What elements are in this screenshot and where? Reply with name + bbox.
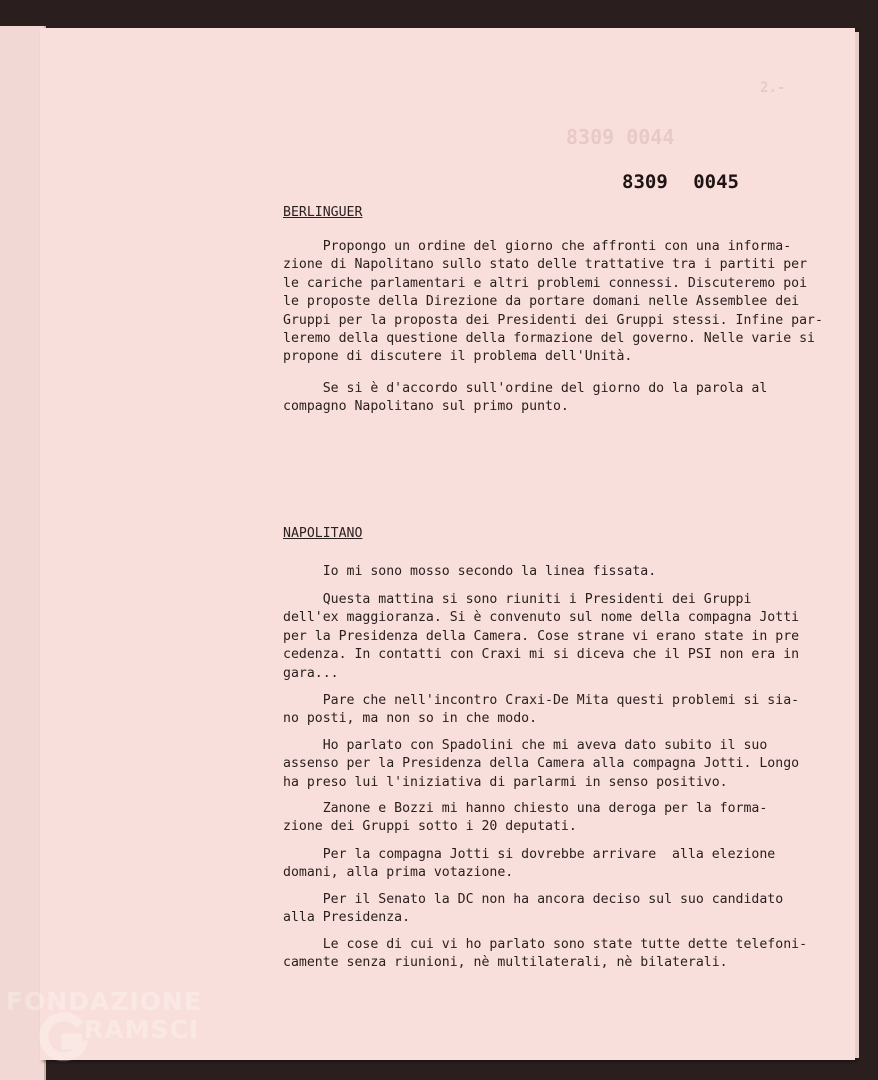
watermark-line-2: RAMSCI [84, 1015, 200, 1044]
watermark-line-1: FONDAZIONE [6, 987, 203, 1016]
document-number-part-b: 0045 [693, 171, 739, 193]
paragraph: Per la compagna Jotti si dovrebbe arrivare alla elezione domani, alla prima votazione. [283, 847, 776, 881]
paragraph: Propongo un ordine del giorno che affronti con una informa- zione di Napolitano sullo stato delle trattative tra i partiti per le cariche parlamentari e altri problemi connessi. Discuteremo poi le proposte della Direzione da portare domani nelle Assemblee dei Gruppi per la proposta dei Presidenti dei Gruppi stessi. Infine par- leremo della questione della formazione del governo. Nelle varie si propone di discutere il problema dell'Unità. [283, 239, 823, 365]
bleed-through-text: 8309 0044 [566, 125, 675, 149]
gramsci-g-logo-icon [36, 1011, 90, 1065]
paragraph: Zanone e Bozzi mi hanno chiesto una deroga per la forma- zione dei Gruppi sotto i 20 deputati. [283, 801, 768, 835]
speaker-heading-napolitano: NAPOLITANO [283, 526, 363, 541]
page-edge [855, 32, 859, 1058]
document-number [622, 171, 753, 193]
paragraph: Pare che nell'incontro Craxi-De Mita questi problemi si sia- no posti, ma non so in che modo. [283, 693, 800, 727]
fondazione-gramsci-watermark [0, 984, 230, 1080]
paragraph: Le cose di cui vi ho parlato sono state tutte dette telefoni- camente senza riunioni, nè multilaterali, nè bilaterali. [283, 937, 808, 971]
paragraph: Per il Senato la DC non ha ancora deciso sul suo candidato alla Presidenza. [283, 892, 784, 926]
paragraph: Io mi sono mosso secondo la linea fissata. [283, 564, 657, 579]
paragraph: Ho parlato con Spadolini che mi aveva dato subito il suo assenso per la Presidenza della Camera alla compagna Jotti. Longo ha preso lui l'iniziativa di parlarmi in senso positivo. [283, 738, 800, 790]
paragraph: Questa mattina si sono riuniti i Presidenti dei Gruppi dell'ex maggioranza. Si è convenuto sul nome della compagna Jotti per la Presidenza della Camera. Cose strane vi erano state in pre cedenza. In contatti con Craxi mi si diceva che il PSI non era in gara... [283, 592, 800, 681]
document-number-part-a: 8309 [622, 171, 668, 193]
speaker-heading-berlinguer: BERLINGUER [283, 205, 363, 220]
paragraph: Se si è d'accordo sull'ordine del giorno do la parola al compagno Napolitano sul primo punto. [283, 381, 768, 415]
bleed-through-text: 2.- [760, 80, 786, 96]
